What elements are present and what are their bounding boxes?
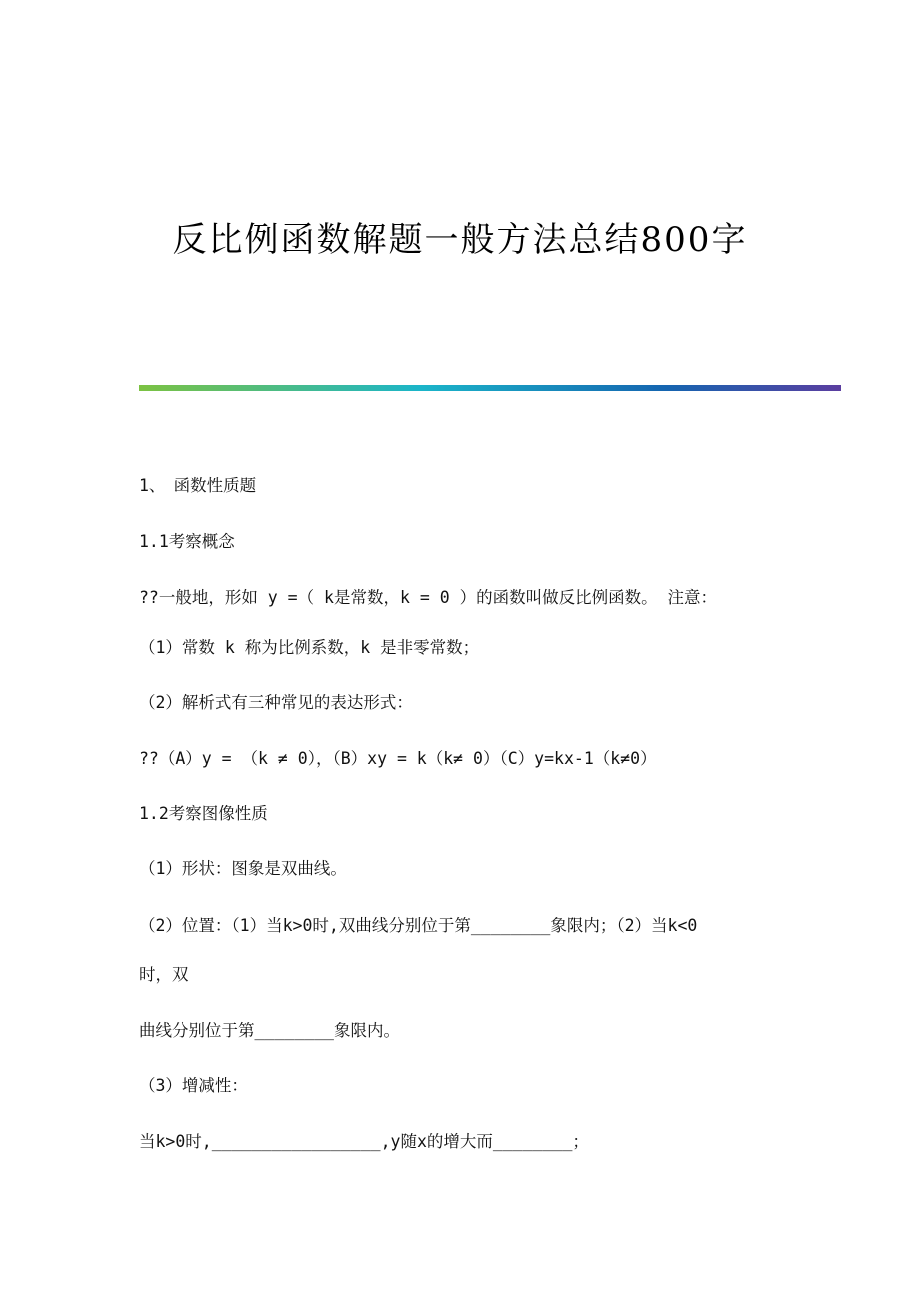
title-divider (139, 385, 841, 391)
section-heading: 1、 函数性质题 (139, 476, 257, 495)
paragraph-line: （1）常数 k 称为比例系数，k 是非零常数； (139, 638, 480, 657)
paragraph-line: 当k>0时,_________________,y随x的增大而________； (139, 1132, 589, 1151)
paragraph-line: （3）增减性： (139, 1076, 248, 1095)
paragraph-line: （1）形状：图象是双曲线。 (139, 859, 347, 878)
paragraph-line: 时，双 (139, 965, 189, 984)
paragraph-line: （2）位置：（1）当k>0时,双曲线分别位于第________象限内；（2）当k<0 (139, 916, 698, 935)
paragraph-line: ??一般地，形如 y =（ k是常数，k = 0 ）的函数叫做反比例函数。 注意： (139, 588, 718, 607)
paragraph-line: （2）解析式有三种常见的表达形式： (139, 693, 413, 712)
paragraph-line: 曲线分别位于第________象限内。 (139, 1021, 400, 1040)
subsection-heading: 1.2考察图像性质 (139, 804, 268, 823)
subsection-heading: 1.1考察概念 (139, 532, 235, 551)
paragraph-line: ??（A）y = （k ≠ 0），（B）xy = k（k≠ 0）（C）y=kx-1（k≠0） (139, 749, 657, 768)
document-title: 反比例函数解题一般方法总结800字 (172, 220, 748, 260)
